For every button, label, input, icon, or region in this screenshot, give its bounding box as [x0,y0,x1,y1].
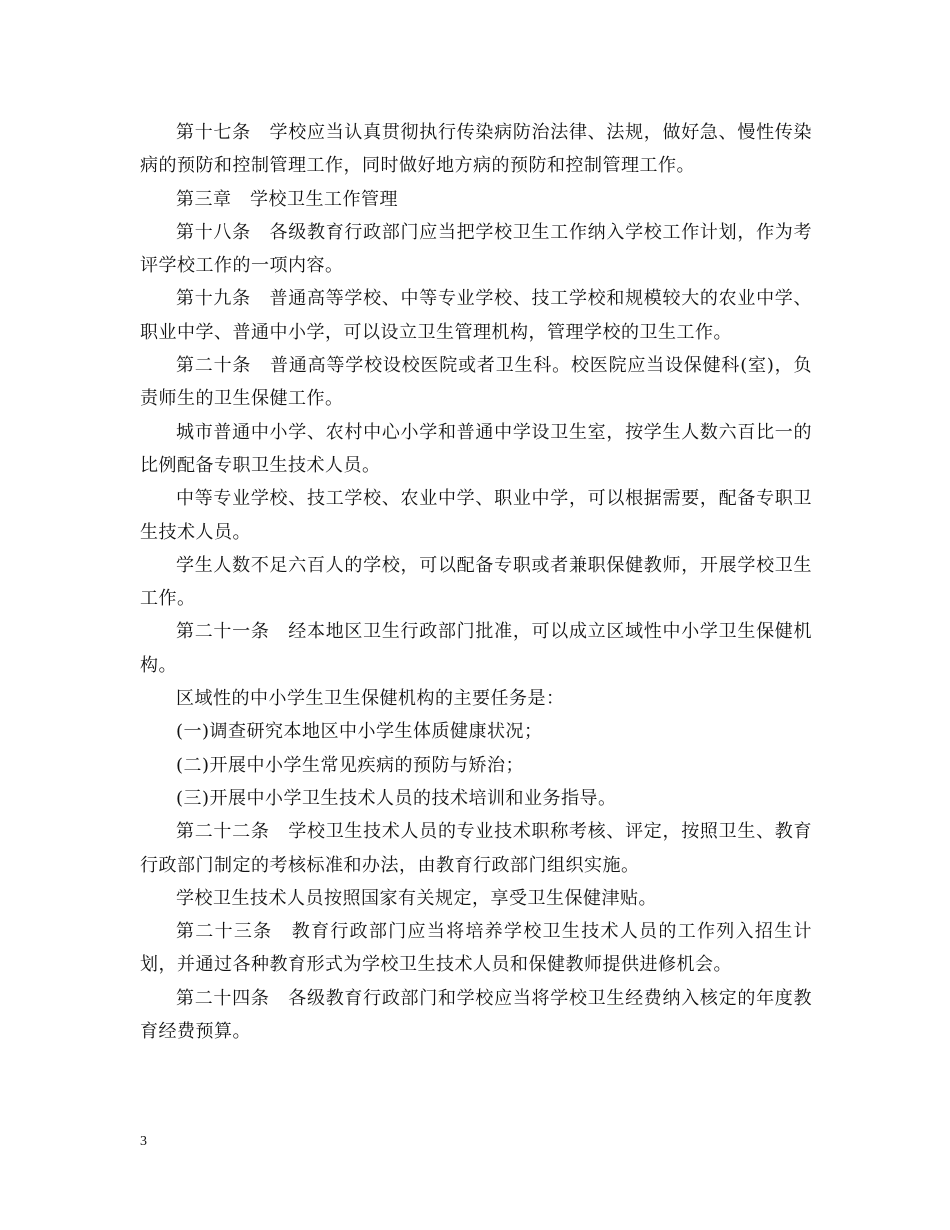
article-20: 第二十条 普通高等学校设校医院或者卫生科。校医院应当设保健科(室)，负责师生的卫生保健工作。 [140,355,812,410]
article-21-task-3: (三)开展中小学卫生技术人员的技术培训和业务指导。 [176,787,617,809]
article-23: 第二十三条 教育行政部门应当将培养学校卫生技术人员的工作列入招生计划，并通过各种教育形式为学校卫生技术人员和保健教师提供进修机会。 [140,921,812,976]
article-21-tasks-intro: 区域性的中小学生卫生保健机构的主要任务是： [176,688,565,710]
article-20-paragraph-3: 中等专业学校、技工学校、农业中学、职业中学，可以根据需要，配备专职卫生技术人员。 [140,488,812,543]
article-24: 第二十四条 各级教育行政部门和学校应当将学校卫生经费纳入核定的年度教育经费预算。 [140,987,812,1043]
chapter-3-heading: 第三章 学校卫生工作管理 [176,188,398,210]
page-number: 3 [140,1134,147,1149]
article-21-task-1: (一)调查研究本地区中小学生体质健康状况； [176,721,543,743]
article-22: 第二十二条 学校卫生技术人员的专业技术职称考核、评定，按照卫生、教育行政部门制定的考核标准和办法，由教育行政部门组织实施。 [140,821,812,876]
article-21-task-2: (二)开展中小学生常见疾病的预防与矫治； [176,754,525,776]
article-21: 第二十一条 经本地区卫生行政部门批准，可以成立区域性中小学卫生保健机构。 [140,621,812,676]
article-20-paragraph-2: 城市普通中小学、农村中心小学和普通中学设卫生室，按学生人数六百比一的比例配备专职卫生技术人员。 [140,421,812,476]
document-body [140,116,812,1048]
article-17: 第十七条 学校应当认真贯彻执行传染病防治法律、法规，做好急、慢性传染病的预防和控制管理工作，同时做好地方病的预防和控制管理工作。 [140,122,812,177]
article-19: 第十九条 普通高等学校、中等专业学校、技工学校和规模较大的农业中学、职业中学、普通中小学，可以设立卫生管理机构，管理学校的卫生工作。 [140,288,812,343]
article-20-paragraph-4: 学生人数不足六百人的学校，可以配备专职或者兼职保健教师，开展学校卫生工作。 [140,554,812,610]
article-18: 第十八条 各级教育行政部门应当把学校卫生工作纳入学校工作计划，作为考评学校工作的一项内容。 [140,221,812,277]
article-22-paragraph-2: 学校卫生技术人员按照国家有关规定，享受卫生保健津贴。 [176,887,657,909]
